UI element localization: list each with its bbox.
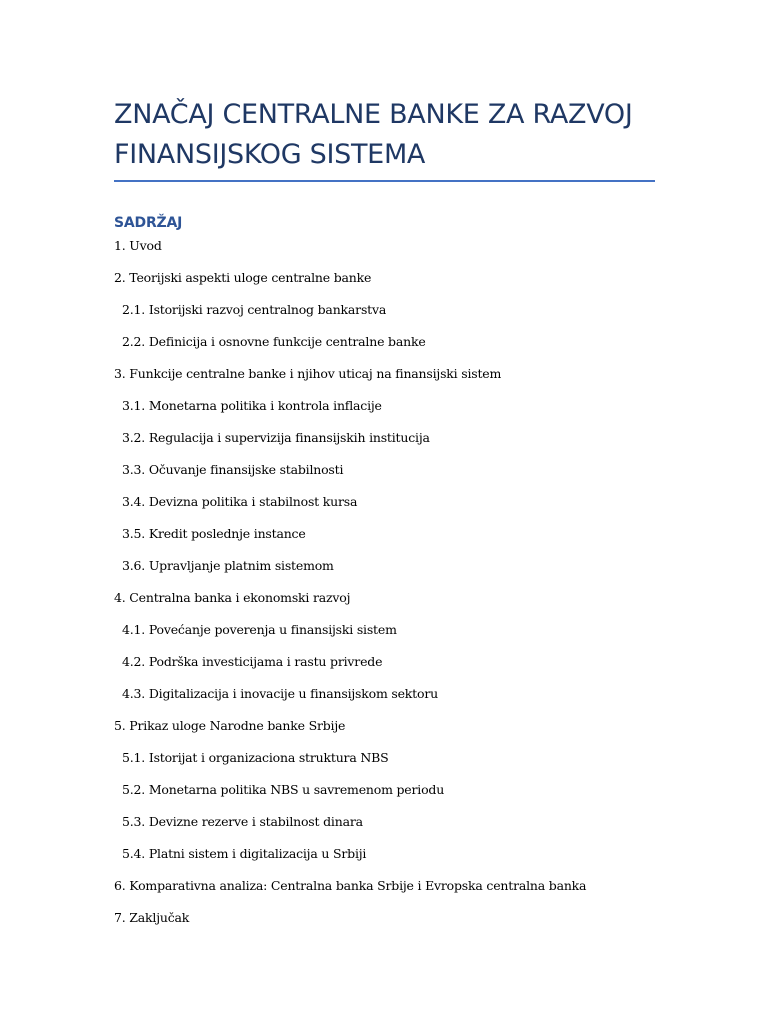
toc-entry: 5. Prikaz uloge Narodne banke Srbije <box>114 718 346 733</box>
toc-subentry: 2.2. Definicija i osnovne funkcije centralne banke <box>122 334 426 349</box>
toc-subentry: 3.4. Devizna politika i stabilnost kursa <box>122 494 358 509</box>
toc-subentry: 3.1. Monetarna politika i kontrola inflacije <box>122 398 382 413</box>
toc-subentry: 5.2. Monetarna politika NBS u savremenom periodu <box>122 782 445 797</box>
toc-subentry: 3.6. Upravljanje platnim sistemom <box>122 558 334 573</box>
toc-entry: 2. Teorijski aspekti uloge centralne banke <box>114 270 372 285</box>
toc-subentry: 5.3. Devizne rezerve i stabilnost dinara <box>122 814 363 829</box>
toc-subentry: 2.1. Istorijski razvoj centralnog bankarstva <box>122 302 387 317</box>
table-of-contents <box>114 236 674 940</box>
toc-entry: 7. Zaključak <box>114 910 190 925</box>
title-underline <box>114 180 655 182</box>
toc-subentry: 3.2. Regulacija i supervizija finansijskih institucija <box>122 430 430 445</box>
toc-entry: 3. Funkcije centralne banke i njihov uticaj na finansijski sistem <box>114 366 502 381</box>
toc-subentry: 5.1. Istorijat i organizaciona struktura NBS <box>122 750 389 765</box>
toc-subentry: 3.5. Kredit poslednje instance <box>122 526 306 541</box>
toc-entry: 1. Uvod <box>114 238 162 253</box>
toc-entry: 4. Centralna banka i ekonomski razvoj <box>114 590 351 605</box>
document-title: ZNAČAJ CENTRALNE BANKE ZA RAZVOJ FINANSIJSKOG SISTEMA <box>114 99 633 170</box>
toc-subentry: 4.2. Podrška investicijama i rastu privrede <box>122 654 383 669</box>
toc-subentry: 3.3. Očuvanje finansijske stabilnosti <box>122 462 344 477</box>
toc-subentry: 4.1. Povećanje poverenja u finansijski sistem <box>122 622 397 637</box>
toc-entry: 6. Komparativna analiza: Centralna banka Srbije i Evropska centralna banka <box>114 878 587 893</box>
toc-subentry: 5.4. Platni sistem i digitalizacija u Srbiji <box>122 846 367 861</box>
toc-subentry: 4.3. Digitalizacija i inovacije u finansijskom sektoru <box>122 686 438 701</box>
toc-heading: SADRŽAJ <box>114 215 183 231</box>
